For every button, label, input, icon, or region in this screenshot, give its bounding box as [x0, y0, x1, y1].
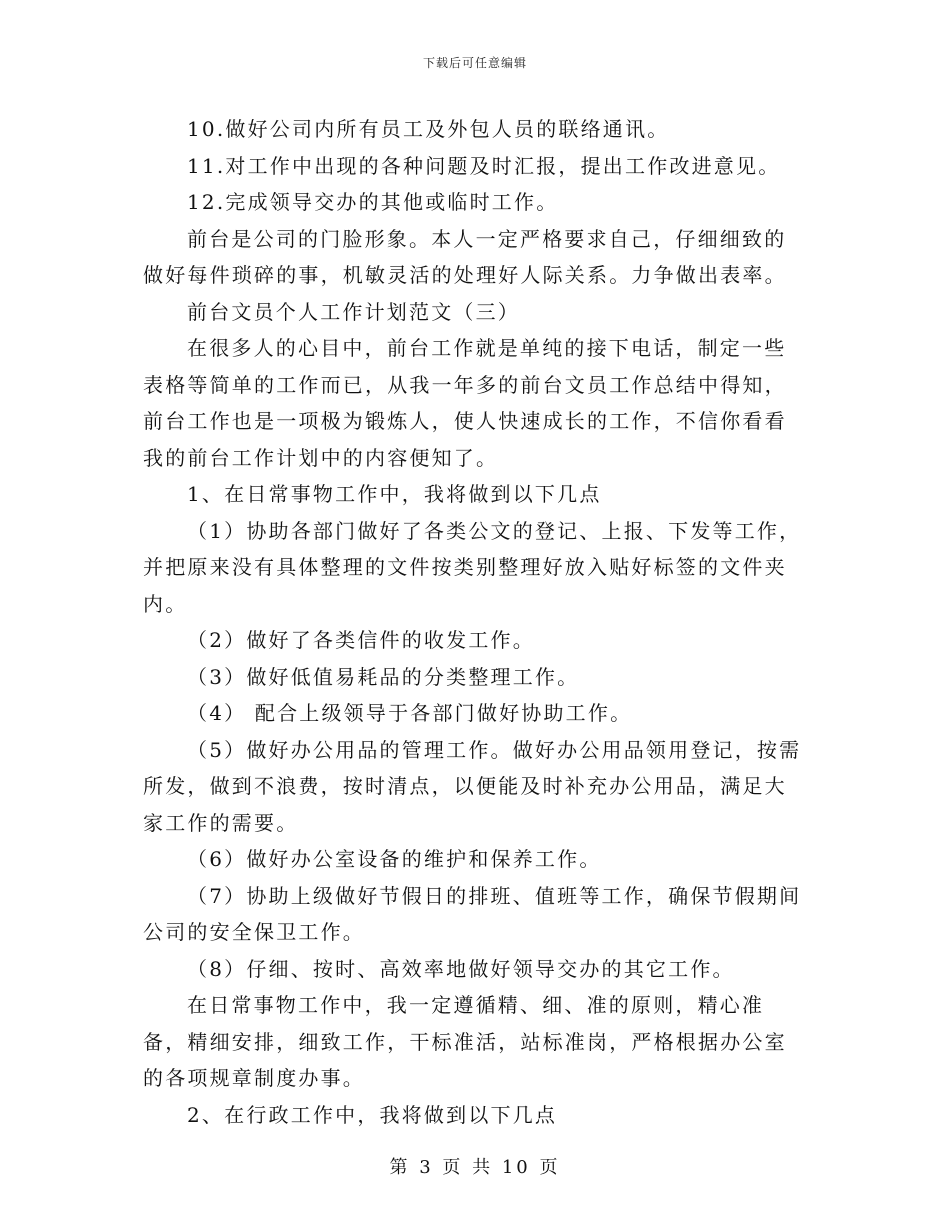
list-item-4: （4） 配合上级领导于各部门做好协助工作。 — [187, 701, 633, 725]
list-item-7: （7）协助上级做好节假日的排班、值班等工作，确保节假期间公司的安全保卫工作。 — [143, 883, 802, 944]
list-item-5: （5）做好办公用品的管理工作。做好办公用品领用登记，按需所发，做到不浪费，按时清点，以便能及时补充办公用品，满足大家工作的需要。 — [143, 737, 802, 835]
section-title: 前台文员个人工作计划范文（三） — [187, 299, 520, 324]
list-item-1: （1）协助各部门做好了各类公文的登记、上报、下发等工作，并把原来没有具体整理的文件按类别整理好放入贴好标签的文件夹内。 — [143, 518, 802, 616]
list-heading-1: 1、在日常事物工作中，我将做到以下几点 — [187, 482, 602, 506]
paragraph-front-desk-image: 前台是公司的门脸形象。本人一定严格要求自己，仔细细致的做好每件琐碎的事，机敏灵活的处理好人际关系。力争做出表率。 — [143, 226, 787, 287]
document-body — [143, 111, 808, 1133]
paragraph-item-12: 12.完成领导交办的其他或临时工作。 — [187, 190, 559, 214]
page-header: 下载后可任意编辑 — [422, 56, 527, 70]
paragraph-principles: 在日常事物工作中，我一定遵循精、细、准的原则，精心准备，精细安排，细致工作，干标准活，站标准岗，严格根据办公室的各项规章制度办事。 — [143, 993, 787, 1090]
paragraph-intro: 在很多人的心目中，前台工作就是单纯的接下电话，制定一些表格等简单的工作而已，从我一年多的前台文员工作总结中得知，前台工作也是一项极为锻炼人，使人快速成长的工作，不信你看看我的前台工作计划中的内容便知了。 — [143, 336, 787, 470]
list-item-8: （8）仔细、按时、高效率地做好领导交办的其它工作。 — [187, 956, 735, 981]
list-item-3: （3）做好低值易耗品的分类整理工作。 — [187, 664, 580, 689]
list-item-2: （2）做好了各类信件的收发工作。 — [187, 628, 535, 652]
paragraph-item-10: 10.做好公司内所有员工及外包人员的联络通讯。 — [187, 117, 670, 141]
list-heading-2: 2、在行政工作中，我将做到以下几点 — [187, 1102, 558, 1127]
list-item-6: （6）做好办公室设备的维护和保养工作。 — [187, 847, 602, 871]
page-footer: 第 3 页 共 10 页 — [389, 1157, 561, 1178]
paragraph-item-11: 11.对工作中出现的各种问题及时汇报，提出工作改进意见。 — [187, 153, 781, 178]
